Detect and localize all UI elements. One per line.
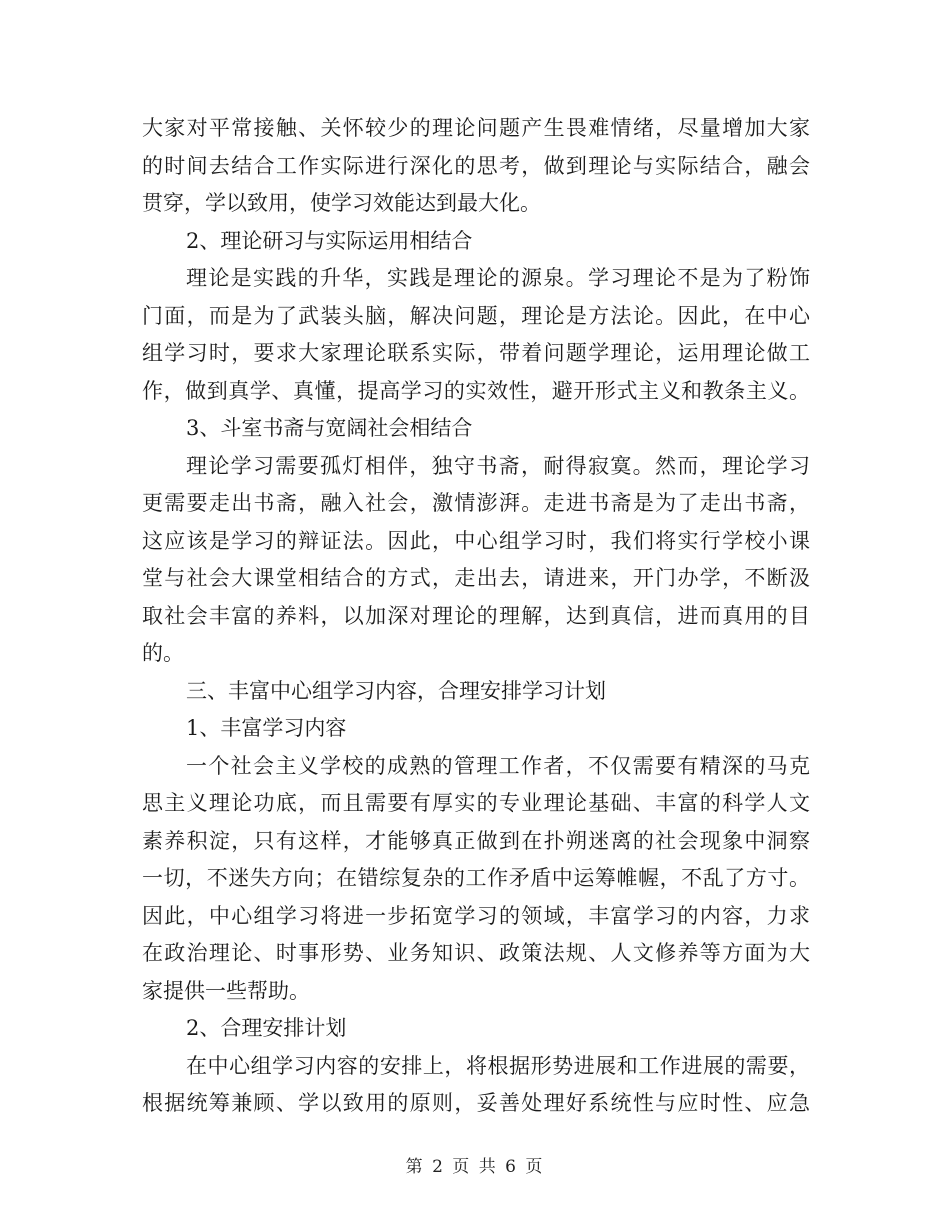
- text-line: 思主义理论功底，而且需要有厚实的专业理论基础、丰富的科学人文: [142, 791, 810, 815]
- text-line: 在政治理论、时事形势、业务知识、政策法规、人文修养等方面为大: [142, 941, 810, 965]
- text-line: 堂与社会大课堂相结合的方式，走出去，请进来，开门办学，不断汲: [142, 566, 810, 590]
- text-line: 一切，不迷失方向；在错综复杂的工作矛盾中运筹帷幄，不乱了方寸。: [142, 866, 810, 890]
- text-line: 组学习时，要求大家理论联系实际，带着问题学理论，运用理论做工: [142, 341, 810, 365]
- text-line: 这应该是学习的辩证法。因此，中心组学习时，我们将实行学校小课: [142, 528, 810, 553]
- text-line: 门面，而是为了武装头脑，解决问题，理论是方法论。因此，在中心: [142, 303, 810, 328]
- text-line: 素养积淀，只有这样，才能够真正做到在扑朔迷离的社会现象中洞察: [142, 828, 810, 853]
- body-text: [142, 110, 810, 1123]
- text-line: 在中心组学习内容的安排上，将根据形势进展和工作进展的需要，: [186, 1053, 810, 1078]
- text-line: 作，做到真学、真懂，提高学习的实效性，避开形式主义和教条主义。: [142, 378, 810, 403]
- text-line: 取社会丰富的养料，以加深对理论的理解，达到真信，进而真用的目: [142, 603, 810, 628]
- text-line: 理论是实践的升华，实践是理论的源泉。学习理论不是为了粉饰: [186, 266, 810, 290]
- text-line: 一个社会主义学校的成熟的管理工作者，不仅需要有精深的马克: [186, 753, 810, 778]
- chapter-heading: 三、丰富中心组学习内容，合理安排学习计划: [186, 678, 606, 703]
- text-line: 的。: [142, 641, 184, 665]
- text-line: 根据统筹兼顾、学以致用的原则，妥善处理好系统性与应时性、应急: [142, 1091, 810, 1115]
- page-footer: 第 2 页 共 6 页: [405, 1157, 545, 1177]
- section-heading: 3、斗室书斋与宽阔社会相结合: [186, 416, 473, 440]
- section-heading: 2、合理安排计划: [186, 1016, 347, 1040]
- section-heading: 2、理论研习与实际运用相结合: [186, 228, 473, 253]
- section-heading: 1、丰富学习内容: [186, 716, 347, 740]
- text-line: 大家对平常接触、关怀较少的理论问题产生畏难情绪，尽量增加大家: [142, 116, 810, 140]
- text-line: 家提供一些帮助。: [142, 978, 310, 1003]
- text-line: 贯穿，学以致用，使学习效能达到最大化。: [142, 191, 541, 215]
- text-line: 理论学习需要孤灯相伴，独守书斋，耐得寂寞。然而，理论学习: [186, 453, 810, 478]
- text-line: 因此，中心组学习将进一步拓宽学习的领域，丰富学习的内容，力求: [142, 903, 810, 928]
- text-line: 更需要走出书斋，融入社会，激情澎湃。走进书斋是为了走出书斋，: [142, 491, 810, 515]
- text-line: 的时间去结合工作实际进行深化的思考，做到理论与实际结合，融会: [142, 153, 810, 178]
